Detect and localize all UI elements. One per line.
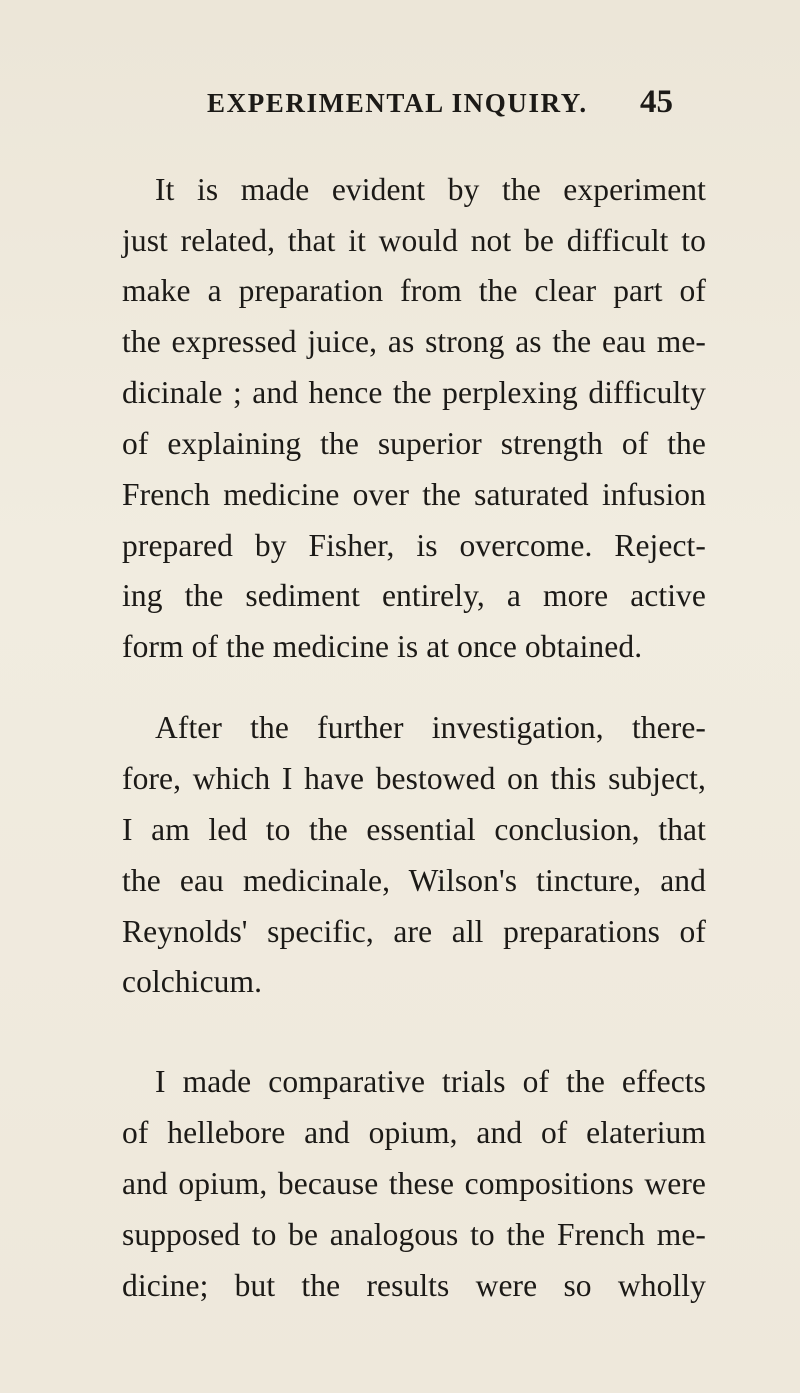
paragraph-3-line: dicine; but the results were so wholly bbox=[122, 1268, 706, 1303]
paragraph-2-line: After the further investigation, there- bbox=[155, 710, 706, 745]
paragraph-1-line: ing the sediment entirely, a more active bbox=[122, 578, 706, 613]
paragraph-2-line: colchicum. bbox=[122, 964, 263, 999]
paragraph-3-line: supposed to be analogous to the French me- bbox=[122, 1217, 706, 1252]
paragraph-1-line: the expressed juice, as strong as the eau me- bbox=[122, 324, 706, 359]
paragraph-3-line: of hellebore and opium, and of elaterium bbox=[122, 1115, 706, 1150]
paragraph-1-line: French medicine over the saturated infusion bbox=[122, 477, 706, 512]
paragraph-1-line: dicinale ; and hence the perplexing difficulty bbox=[122, 375, 706, 410]
paragraph-1-line: just related, that it would not be difficult to bbox=[122, 223, 706, 258]
paragraph-1-line: make a preparation from the clear part of bbox=[122, 273, 706, 308]
running-head: EXPERIMENTAL INQUIRY. bbox=[207, 88, 588, 118]
paragraph-3-line: I made comparative trials of the effects bbox=[155, 1064, 706, 1099]
page-number: 45 bbox=[640, 84, 673, 120]
paragraph-1-line: It is made evident by the experiment bbox=[155, 172, 706, 207]
paragraph-2-line: fore, which I have bestowed on this subject, bbox=[122, 761, 706, 796]
paragraph-1-line: form of the medicine is at once obtained. bbox=[122, 629, 643, 664]
page-header bbox=[0, 84, 800, 128]
paragraph-1-line: prepared by Fisher, is overcome. Reject- bbox=[122, 528, 706, 563]
paragraph-3-line: and opium, because these compositions were bbox=[122, 1166, 706, 1201]
paragraph-2-line: the eau medicinale, Wilson's tincture, and bbox=[122, 863, 706, 898]
paragraph-1-line: of explaining the superior strength of the bbox=[122, 426, 706, 461]
paragraph-2-line: Reynolds' specific, are all preparations of bbox=[122, 914, 706, 949]
paragraph-2-line: I am led to the essential conclusion, that bbox=[122, 812, 706, 847]
